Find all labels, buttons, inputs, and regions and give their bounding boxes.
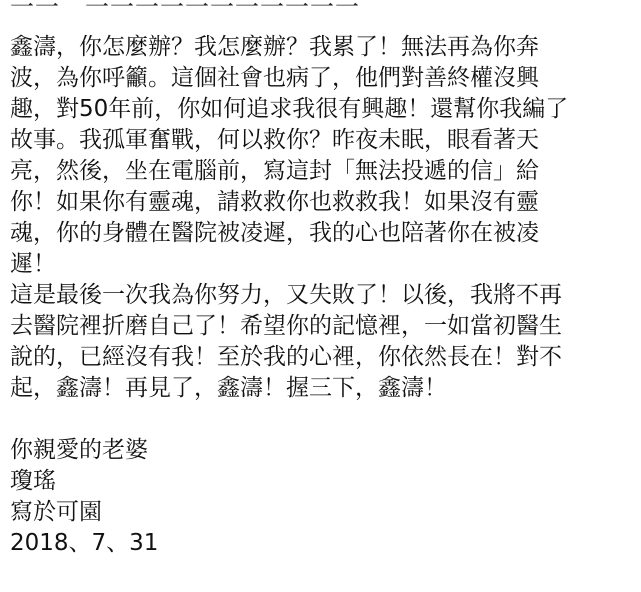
letter-line: 說的，已經沒有我！至於我的心裡，你依然長在！對不 (10, 344, 562, 370)
letter-line: 趣，對50年前，你如何追求我很有興趣！還幫你我編了 (10, 96, 569, 122)
letter-paragraph-2 (10, 280, 620, 404)
letter-line: 亮，然後，坐在電腦前，寫這封「無法投遞的信」給 (10, 158, 539, 184)
letter-line: 波，為你呼籲。這個社會也病了，他們對善終權沒興 (10, 65, 539, 91)
signature-name: 瓊瑤 (10, 468, 56, 494)
post-body (10, 32, 620, 559)
letter-line: 故事。我孤軍奮戰，何以救你？昨夜未眠，眼看著天 (10, 127, 539, 153)
letter-line: 鑫濤，你怎麼辦？我怎麼辦？我累了！無法再為你奔 (10, 34, 539, 60)
signature-date: 2018、7、31 (10, 530, 159, 556)
letter-line: 魂，你的身體在醫院被凌遲，我的心也陪著你在被凌 (10, 220, 539, 246)
signature-place: 寫於可園 (10, 499, 102, 525)
letter-line: 起，鑫濤！再見了，鑫濤！握三下，鑫濤！ (10, 375, 447, 401)
paragraph-spacer (10, 404, 620, 435)
letter-paragraph-1 (10, 32, 620, 280)
letter-line: 遲！ (10, 251, 56, 277)
signature-closing: 你親愛的老婆 (10, 437, 148, 463)
letter-line: 去醫院裡折磨自己了！希望你的記憶裡，一如當初醫生 (10, 313, 562, 339)
cutoff-top-text: 一一 一一一一一一一一一一一 (10, 0, 360, 21)
signature-block (10, 435, 620, 559)
letter-line: 你！如果你有靈魂，請救救你也救救我！如果沒有靈 (10, 189, 539, 215)
letter-line: 這是最後一次我為你努力，又失敗了！以後，我將不再 (10, 282, 562, 308)
